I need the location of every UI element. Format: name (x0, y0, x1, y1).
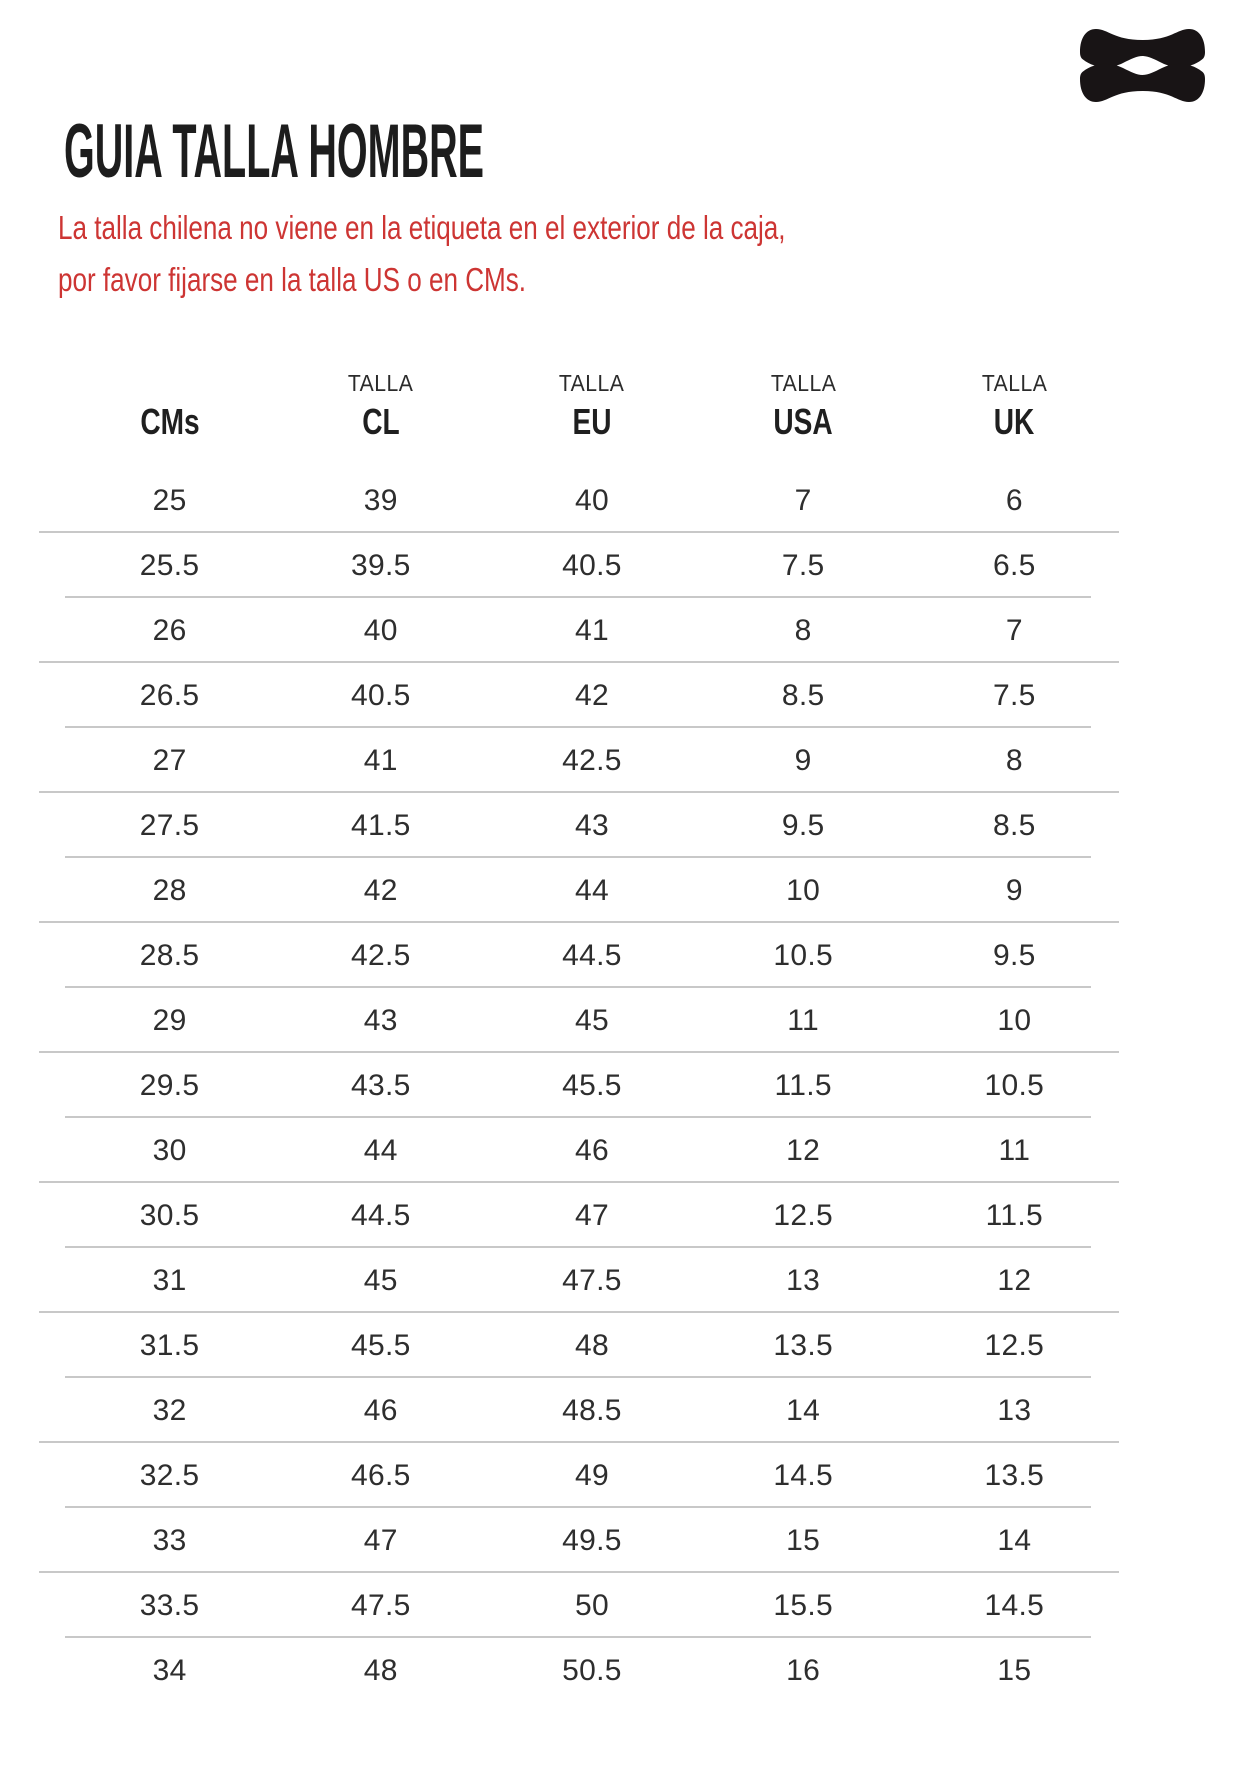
table-row (0, 1443, 1250, 1508)
size-cell: 47 (574, 1198, 609, 1232)
talla-label: TALLA (981, 370, 1048, 396)
size-cell: 50 (574, 1588, 609, 1622)
size-cell: 12 (786, 1133, 821, 1167)
column-header-label: CL (362, 401, 400, 442)
size-cell: 26 (152, 613, 187, 647)
size-cell: 43 (363, 1003, 398, 1037)
size-cell: 10 (786, 873, 821, 907)
size-cell: 9 (1005, 873, 1023, 907)
size-cell: 41 (574, 613, 609, 647)
column-header-uk (909, 402, 1120, 442)
column-header-label: UK (994, 401, 1035, 442)
size-cell: 8 (1005, 743, 1023, 777)
column-header-label: CMs (139, 401, 200, 442)
size-cell: 42.5 (350, 938, 411, 972)
size-cell: 8.5 (993, 808, 1036, 842)
size-cell: 33 (152, 1523, 187, 1557)
size-cell: 13.5 (984, 1458, 1045, 1492)
table-row (0, 663, 1250, 728)
size-cell: 29.5 (139, 1068, 200, 1102)
size-cell: 47 (363, 1523, 398, 1557)
size-cell: 42 (363, 873, 398, 907)
size-cell: 14.5 (773, 1458, 833, 1492)
table-row (0, 793, 1250, 858)
size-cell: 31 (152, 1263, 187, 1297)
column-header-cms (64, 402, 275, 442)
table-row (0, 923, 1250, 988)
talla-header-eu (486, 372, 697, 395)
size-cell: 39 (363, 483, 398, 517)
size-cell: 8 (794, 613, 812, 647)
column-header-label: EU (572, 401, 612, 442)
size-cell: 34 (152, 1653, 187, 1687)
size-cell: 46.5 (350, 1458, 411, 1492)
table-row (0, 858, 1250, 923)
talla-header-uk (909, 372, 1120, 395)
table-row (0, 1508, 1250, 1573)
size-cell: 27 (152, 743, 187, 777)
table-row (0, 1053, 1250, 1118)
size-cell: 7.5 (993, 678, 1036, 712)
talla-header-usa (698, 372, 909, 395)
size-cell: 44.5 (350, 1198, 411, 1232)
size-cell: 9 (794, 743, 812, 777)
talla-header-cl (275, 372, 486, 395)
size-cell: 47.5 (562, 1263, 622, 1297)
size-cell: 10.5 (984, 1068, 1045, 1102)
size-cell: 28.5 (139, 938, 200, 972)
notice-line-1: La talla chilena no viene en la etiqueta en el exterior de la caja, (58, 209, 786, 246)
size-cell: 48 (363, 1653, 398, 1687)
table-row (0, 468, 1250, 533)
table-row (0, 1378, 1250, 1443)
size-cell: 11 (998, 1133, 1031, 1167)
size-cell: 10.5 (773, 938, 833, 972)
table-row (0, 533, 1250, 598)
size-cell: 45.5 (562, 1068, 622, 1102)
size-cell: 49.5 (562, 1523, 622, 1557)
size-cell: 9.5 (993, 938, 1036, 972)
size-cell: 15 (997, 1653, 1032, 1687)
size-cell: 15.5 (773, 1588, 833, 1622)
size-cell: 6.5 (993, 548, 1036, 582)
size-notice (58, 202, 786, 306)
size-cell: 30 (152, 1133, 187, 1167)
table-row (0, 1183, 1250, 1248)
size-cell: 33.5 (139, 1588, 200, 1622)
size-cell: 43.5 (350, 1068, 411, 1102)
column-header-label: USA (773, 401, 833, 442)
size-cell: 44.5 (562, 938, 622, 972)
size-cell: 10 (997, 1003, 1032, 1037)
size-cell: 13 (786, 1263, 821, 1297)
size-cell: 13.5 (773, 1328, 833, 1362)
column-header-eu (486, 402, 697, 442)
size-cell: 45 (574, 1003, 609, 1037)
size-cell: 14 (997, 1523, 1032, 1557)
column-header-row (64, 402, 1120, 442)
size-cell: 49 (574, 1458, 609, 1492)
size-cell: 12 (997, 1263, 1032, 1297)
size-cell: 46 (363, 1393, 398, 1427)
size-cell: 46 (574, 1133, 609, 1167)
size-cell: 12.5 (984, 1328, 1045, 1362)
size-cell: 40 (363, 613, 398, 647)
table-row (0, 1638, 1250, 1703)
size-cell: 40.5 (562, 548, 622, 582)
size-cell: 29 (152, 1003, 187, 1037)
size-cell: 40 (574, 483, 609, 517)
under-armour-logo (1078, 28, 1207, 103)
size-cell: 41.5 (350, 808, 411, 842)
size-cell: 16 (786, 1653, 821, 1687)
table-row (0, 988, 1250, 1053)
size-cell: 7.5 (781, 548, 825, 582)
page-title: GUIA TALLA HOMBRE (64, 109, 485, 194)
column-header-cl (275, 402, 486, 442)
size-cell: 47.5 (350, 1588, 411, 1622)
size-cell: 7 (1005, 613, 1023, 647)
size-cell: 32.5 (139, 1458, 200, 1492)
size-cell: 8.5 (781, 678, 825, 712)
size-cell: 28 (152, 873, 187, 907)
talla-header-spacer (64, 372, 275, 395)
size-cell: 7 (794, 483, 812, 517)
size-cell: 11.5 (985, 1198, 1044, 1232)
size-cell: 13 (997, 1393, 1032, 1427)
size-cell: 12.5 (773, 1198, 833, 1232)
table-row (0, 1313, 1250, 1378)
table-row (0, 1573, 1250, 1638)
talla-label: TALLA (559, 370, 625, 396)
size-cell: 14 (786, 1393, 821, 1427)
size-cell: 30.5 (139, 1198, 200, 1232)
table-row (0, 1118, 1250, 1183)
size-cell: 41 (363, 743, 398, 777)
table-row (0, 1248, 1250, 1313)
size-cell: 50.5 (562, 1653, 622, 1687)
size-cell: 45.5 (350, 1328, 411, 1362)
size-cell: 14.5 (984, 1588, 1045, 1622)
size-cell: 39.5 (350, 548, 411, 582)
size-cell: 44 (363, 1133, 398, 1167)
size-cell: 9.5 (781, 808, 825, 842)
size-cell: 43 (574, 808, 609, 842)
talla-label: TALLA (770, 370, 836, 396)
size-table-body (0, 468, 1250, 1703)
notice-line-2: por favor fijarse en la talla US o en CMs. (58, 261, 527, 298)
size-cell: 40.5 (350, 678, 411, 712)
size-cell: 27.5 (139, 808, 200, 842)
size-cell: 25.5 (139, 548, 200, 582)
size-cell: 44 (574, 873, 609, 907)
size-cell: 42 (574, 678, 609, 712)
talla-header-row (64, 372, 1120, 395)
size-cell: 11.5 (774, 1068, 832, 1102)
size-cell: 32 (152, 1393, 187, 1427)
table-row (0, 728, 1250, 793)
size-cell: 31.5 (139, 1328, 200, 1362)
size-cell: 45 (363, 1263, 398, 1297)
size-cell: 11 (787, 1003, 820, 1037)
size-cell: 15 (786, 1523, 821, 1557)
size-cell: 26.5 (139, 678, 200, 712)
size-cell: 48 (574, 1328, 609, 1362)
size-cell: 48.5 (562, 1393, 622, 1427)
table-row (0, 598, 1250, 663)
talla-label: TALLA (348, 370, 414, 396)
size-cell: 42.5 (562, 743, 622, 777)
size-cell: 25 (152, 483, 187, 517)
column-header-usa (698, 402, 909, 442)
size-cell: 6 (1005, 483, 1023, 517)
